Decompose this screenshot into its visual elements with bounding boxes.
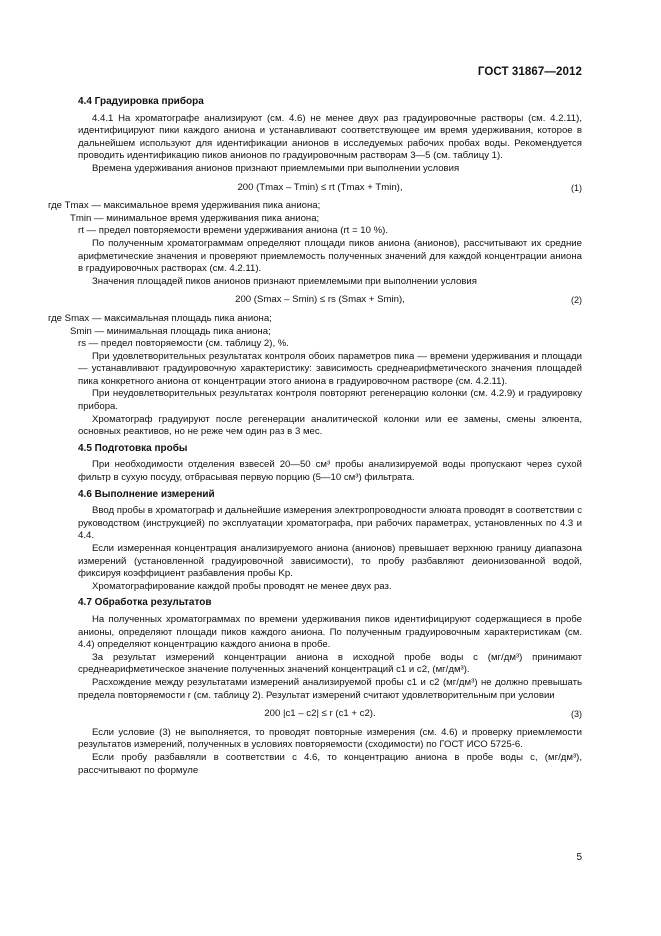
document-number: ГОСТ 31867—2012 [477,66,582,78]
paragraph: Если измеренная концентрация анализируемого аниона (анионов) превышает верхнюю границу диапазона измерений (установленной градуировочной зависимости), то пробу разбавляют деионизованной водой, фиксируя коэффициент разбавления пробы Kр. [78,543,582,580]
definition-line: Smin — минимальная площадь пика аниона; [70,325,271,337]
paragraph: Значения площадей пиков анионов признают приемлемыми при выполнении условия [92,275,477,287]
formula-3 [78,708,582,721]
definition-line: rs — предел повторяемости (см. таблицу 2), %. [78,338,289,350]
formula-2 [78,294,582,307]
paragraph: Хроматограф градуируют после регенерации аналитической колонки или ее замены, смены элюента, основных реактивов, но не реже чем один раз в 3 мес. [78,413,582,438]
paragraph: При удовлетворительных результатах контроля обоих параметров пика — времени удерживания и площади — устанавливают градуировочную характеристику: зависимость среднеарифметического значения площадей пика конкретного аниона от концентрации этого аниона в градуировочном растворе (см. 4.2.11). [78,350,582,387]
formula-number: (3) [571,709,582,720]
definition-line: где Tmax — максимальное время удерживания пика аниона; [48,200,321,212]
paragraph: Времена удерживания анионов признают приемлемыми при выполнении условия [92,162,460,174]
paragraph: Расхождение между результатами измерений анализируемой пробы c1 и c2 (мг/дм³) не должно превышать предела повторяемости r (см. таблицу 2). Результат измерений считают удовлетворительным при условии [78,676,582,701]
formula-expression: 200 (Smax – Smin) ≤ rs (Smax + Smin), [235,294,405,306]
paragraph: 4.4.1 На хроматографе анализируют (см. 4.6) не менее двух раз градуировочные растворы (см. 4.2.11), идентифицируют пики каждого аниона и устанавливают соответствующее им время удерживания, которое в дальнейшем используют для идентификации анионов в исследуемых рабочих пробах воды. Рекомендуется проводить идентификацию пиков анионов по градуировочным растворам 3—5 (см. таблицу 1). [78,112,582,162]
section-heading-4-7: 4.7 Обработка результатов [78,597,212,609]
paragraph: За результат измерений концентрации аниона в исходной пробе воды c (мг/дм³) принимают среднеарифметическое значение полученных значений концентраций c1 и c2, (мг/дм³). [78,651,582,676]
formula-1 [78,182,582,195]
paragraph: При необходимости отделения взвесей 20—50 см³ пробы анализируемой воды пропускают через сухой фильтр в сухую посуду, отбрасывая первую порцию (5—10 см³) фильтрата. [78,459,582,484]
section-heading-4-6: 4.6 Выполнение измерений [78,488,215,500]
paragraph: Хроматографирование каждой пробы проводят не менее двух раз. [92,580,392,592]
paragraph: Если пробу разбавляли в соответствии с 4.6, то концентрацию аниона в пробе воды c, (мг/дм³), рассчитывают по формуле [78,751,582,776]
section-heading-4-4: 4.4 Градуировка прибора [78,96,204,107]
definition-line: rt — предел повторяемости времени удерживания аниона (rt = 10 %). [78,225,388,237]
paragraph: По полученным хроматограммам определяют площади пиков аниона (анионов), рассчитывают их средние арифметические значения и проверяют приемлемость полученных значений для каждой концентрации аниона в градуировочных растворах (см. 4.2.11). [78,237,582,275]
definition-line: где Smax — максимальная площадь пика аниона; [48,312,272,324]
formula-number: (1) [571,182,582,193]
page-number: 5 [576,852,582,863]
paragraph: При неудовлетворительных результатах контроля повторяют регенерацию колонки (см. 4.2.9) и градуировку прибора. [78,388,582,413]
paragraph: Ввод пробы в хроматограф и дальнейшие измерения электропроводности элюата проводят в соответствии с руководством (инструкцией) по эксплуатации хроматографа, при рабочих параметрах, установленных по 4.3 и 4.4. [78,505,582,542]
formula-expression: 200 (Tmax – Tmin) ≤ rt (Tmax + Tmin), [237,181,403,193]
paragraph: На полученных хроматограммах по времени удерживания пиков идентифицируют содержащиеся в пробе анионы, определяют площади пиков каждого аниона. По полученным градуировочным характеристикам (см. 4.4) определяют концентрацию каждого аниона в пробе. [78,613,582,651]
formula-number: (2) [571,295,582,306]
section-heading-4-5: 4.5 Подготовка пробы [78,442,188,454]
paragraph: Если условие (3) не выполняется, то проводят повторные измерения (см. 4.6) и проверку приемлемости результатов измерений, полученных в условиях повторяемости (сходимости) по ГОСТ ИСО 5725-6. [78,726,582,751]
document-body [48,92,582,777]
formula-expression: 200 |c1 – c2| ≤ r (c1 + c2). [264,708,376,720]
definition-line: Tmin — минимальное время удерживания пика аниона; [70,212,320,224]
